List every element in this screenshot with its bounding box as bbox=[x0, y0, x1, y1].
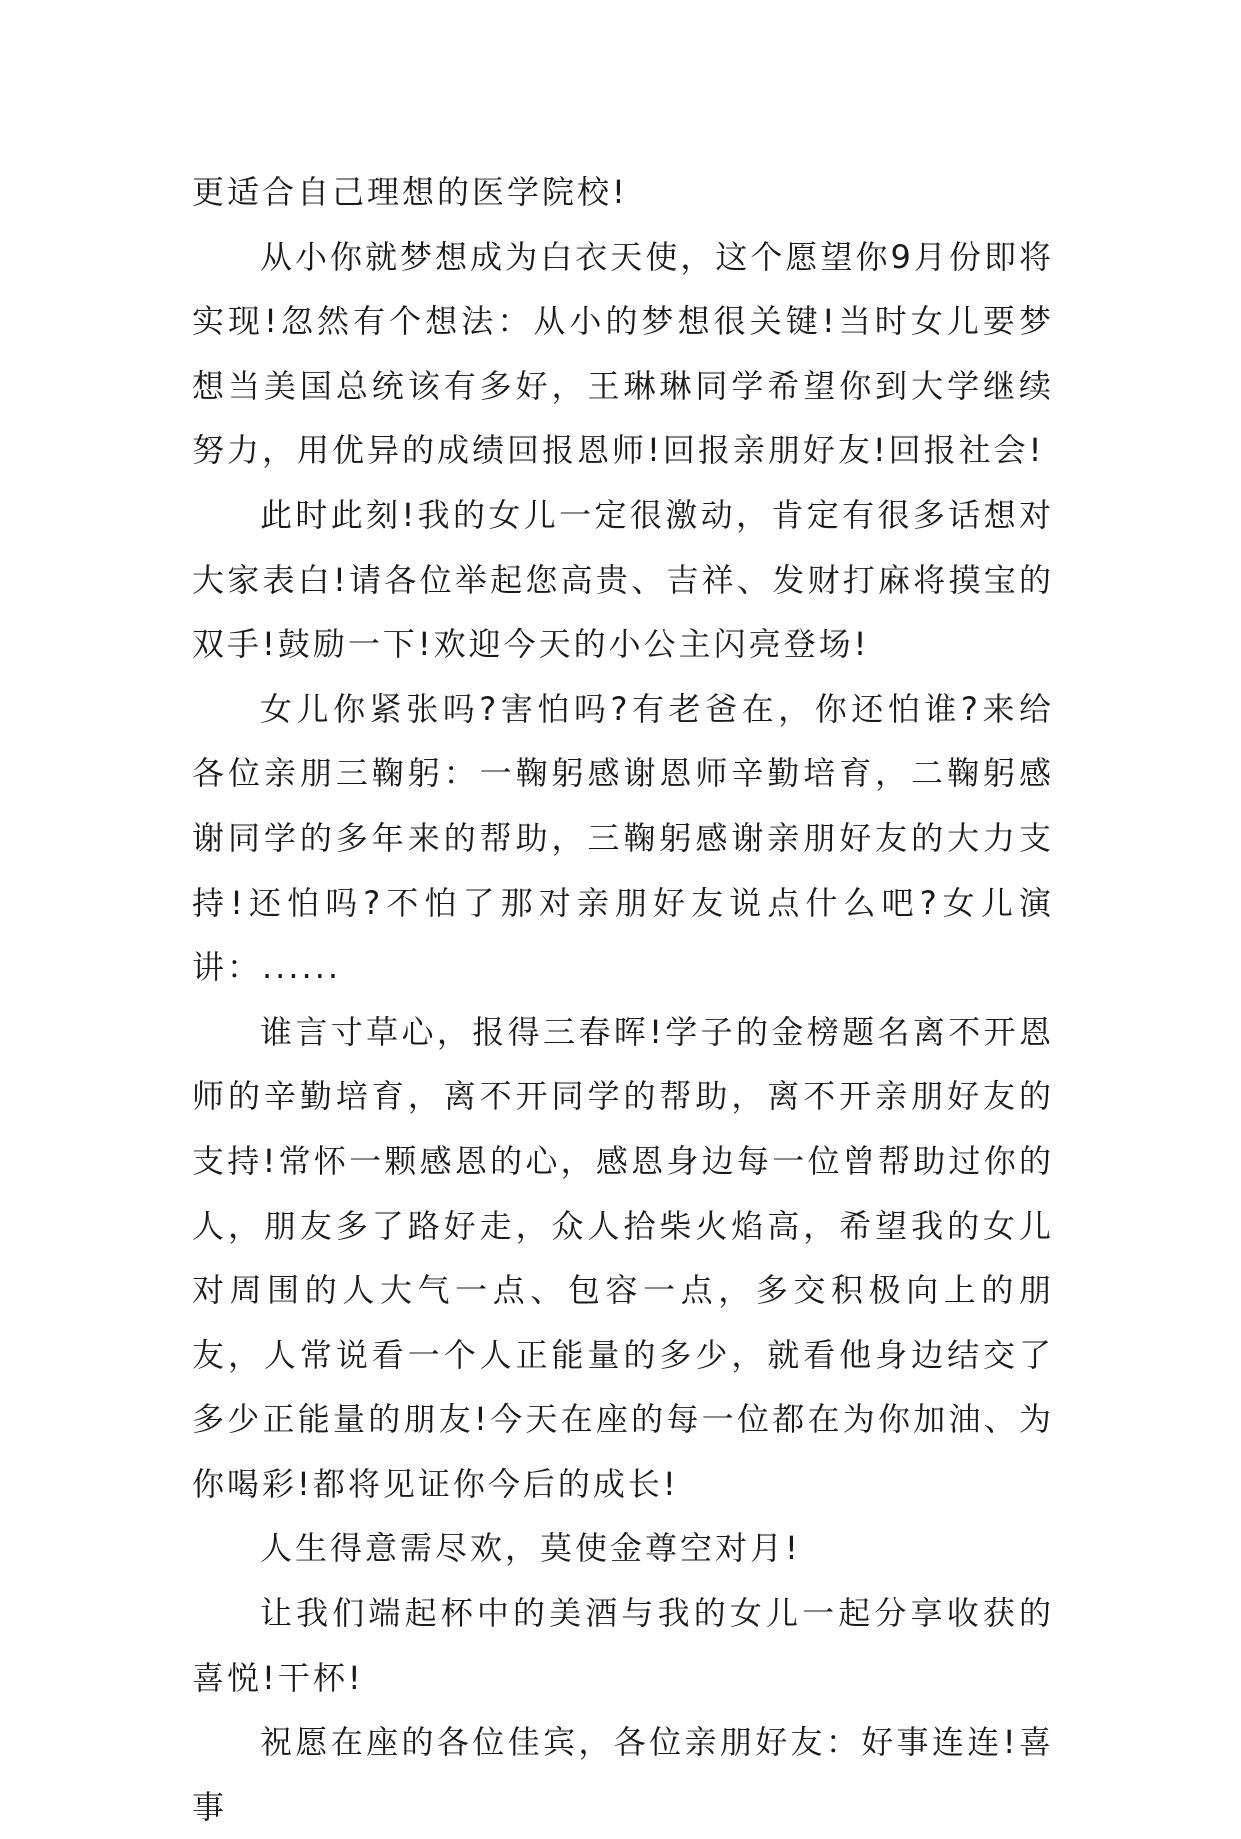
paragraph-5: 谁言寸草心，报得三春晖!学子的金榜题名离不开恩师的辛勤培育，离不开同学的帮助，离不开亲朋好友的支持!常怀一颗感恩的心，感恩身边每一位曾帮助过你的人，朋友多了路好走，众人拾柴火焰高，希望我的女儿对周围的人大气一点、包容一点，多交积极向上的朋友，人常说看一个人正能量的多少，就看他身边结交了多少正能量的朋友!今天在座的每一位都在为你加油、为你喝彩!都将见证你今后的成长! bbox=[192, 1012, 1054, 1503]
paragraph-8: 祝愿在座的各位佳宾，各位亲朋好友：好事连连!喜事 bbox=[192, 1723, 1054, 1826]
document-body bbox=[192, 160, 1054, 1839]
paragraph-3: 此时此刻!我的女儿一定很激动，肯定有很多话想对大家表白!请各位举起您高贵、吉祥、发财打麻将摸宝的双手!鼓励一下!欢迎今天的小公主闪亮登场! bbox=[192, 495, 1054, 664]
paragraph-2: 从小你就梦想成为白衣天使，这个愿望你9月份即将实现!忽然有个想法：从小的梦想很关键!当时女儿要梦想当美国总统该有多好，王琳琳同学希望你到大学继续努力，用优异的成绩回报恩师!回报亲朋好友!回报社会! bbox=[192, 237, 1054, 470]
paragraph-7: 让我们端起杯中的美酒与我的女儿一起分享收获的喜悦!干杯! bbox=[192, 1594, 1054, 1697]
paragraph-4: 女儿你紧张吗?害怕吗?有老爸在，你还怕谁?来给各位亲朋三鞠躬：一鞠躬感谢恩师辛勤培育，二鞠躬感谢同学的多年来的帮助，三鞠躬感谢亲朋好友的大力支持!还怕吗?不怕了那对亲朋好友说点什么吧?女儿演讲：...... bbox=[192, 689, 1054, 987]
paragraph-6: 人生得意需尽欢，莫使金尊空对月! bbox=[260, 1529, 801, 1568]
paragraph-1: 更适合自己理想的医学院校! bbox=[192, 173, 628, 211]
